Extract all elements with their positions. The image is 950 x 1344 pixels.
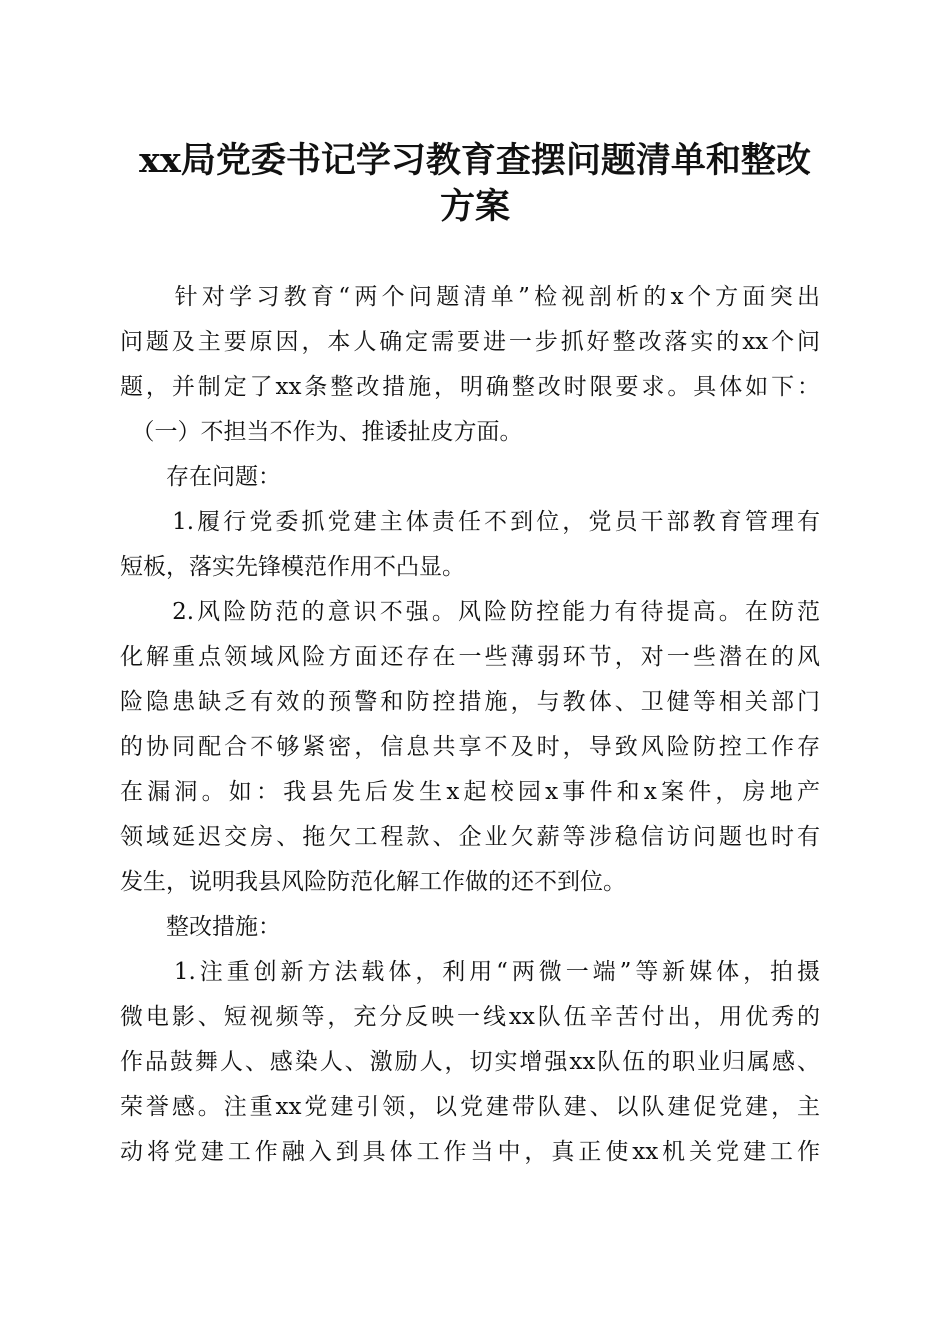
body-line: 化解重点领域风险方面还存在一些薄弱环节，对一些潜在的风 — [120, 644, 820, 670]
section-heading: （一）不担当不作为、推诿扯皮方面。 — [120, 419, 523, 445]
subheading-problems: 存在问题： — [120, 464, 281, 490]
body-line: 针对学习教育“两个问题清单”检视剖析的x个方面突出 — [120, 284, 820, 310]
body-line: 在漏洞。如：我县先后发生x起校园x事件和x案件，房地产 — [120, 779, 820, 805]
body-line: 微电影、短视频等，充分反映一线xx队伍辛苦付出，用优秀的 — [120, 1004, 820, 1030]
body-line: 荣誉感。注重xx党建引领，以党建带队建、以队建促党建，主 — [120, 1094, 820, 1120]
body-line: 2.风险防范的意识不强。风险防控能力有待提高。在防范 — [120, 599, 820, 625]
document-title-line-1: xx局党委书记学习教育查摆问题清单和整改 — [139, 140, 811, 181]
body-line: 短板，落实先锋模范作用不凸显。 — [120, 554, 465, 580]
body-line: 的协同配合不够紧密，信息共享不及时，导致风险防控工作存 — [120, 734, 820, 760]
subheading-measures: 整改措施： — [120, 914, 281, 940]
body-line: 动将党建工作融入到具体工作当中，真正使xx机关党建工作 — [120, 1139, 820, 1165]
body-line: 题，并制定了xx条整改措施，明确整改时限要求。具体如下： — [120, 374, 820, 400]
body-line: 1.履行党委抓党建主体责任不到位，党员干部教育管理有 — [120, 509, 820, 535]
body-line: 险隐患缺乏有效的预警和防控措施，与教体、卫健等相关部门 — [120, 689, 820, 715]
document-title-line-2: 方案 — [439, 186, 510, 227]
body-line: 领域延迟交房、拖欠工程款、企业欠薪等涉稳信访问题也时有 — [120, 824, 820, 850]
body-line: 发生，说明我县风险防范化解工作做的还不到位。 — [120, 869, 626, 895]
body-line: 问题及主要原因，本人确定需要进一步抓好整改落实的xx个问 — [120, 329, 820, 355]
body-line: 1.注重创新方法载体，利用“两微一端”等新媒体，拍摄 — [120, 959, 820, 985]
body-line: 作品鼓舞人、感染人、激励人，切实增强xx队伍的职业归属感、 — [120, 1049, 820, 1075]
